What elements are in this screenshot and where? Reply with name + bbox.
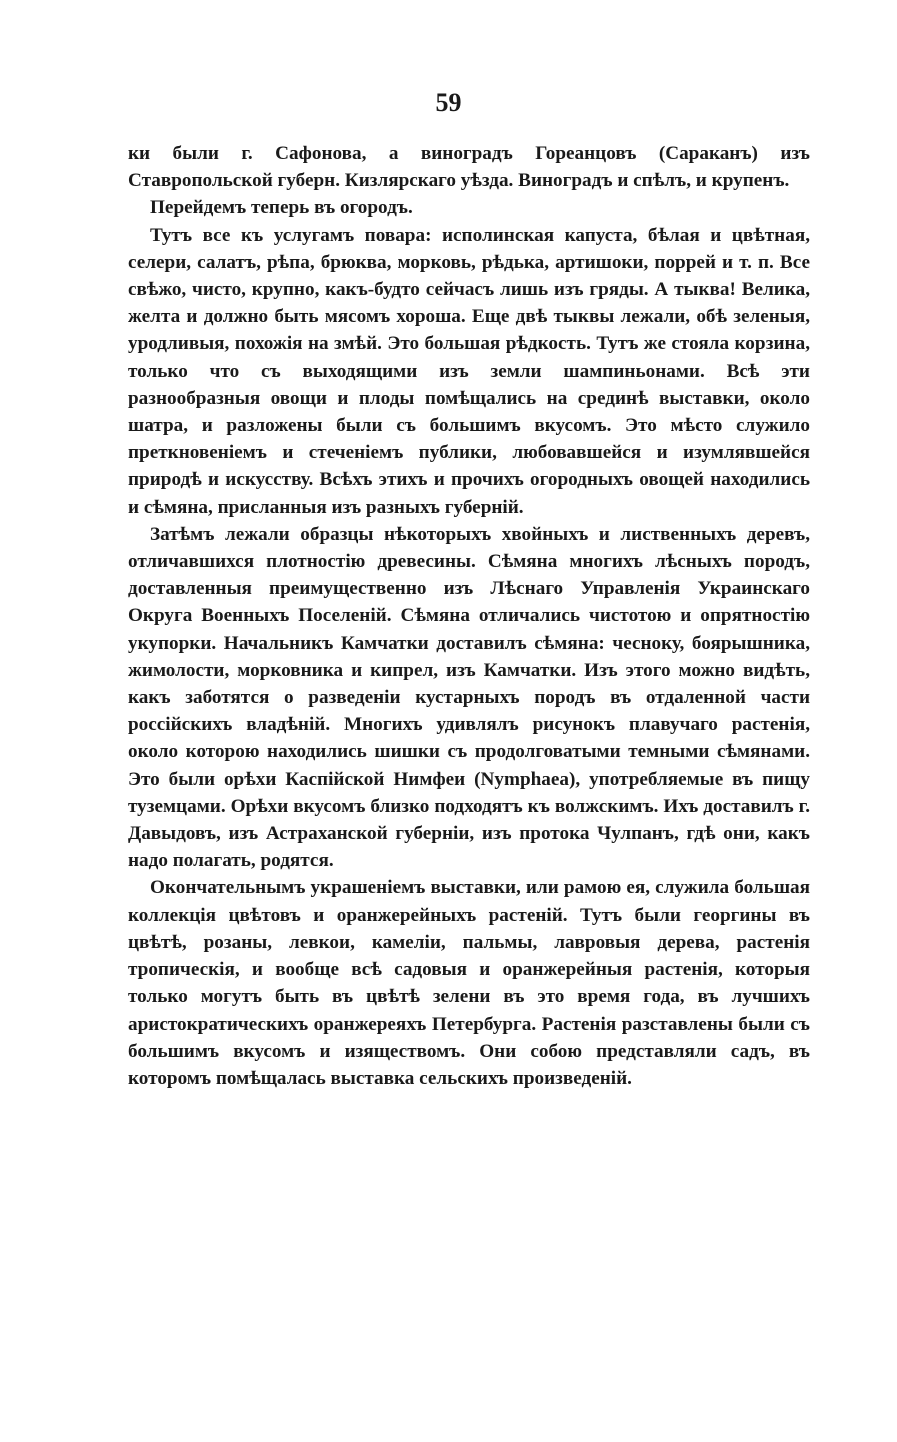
paragraph-2: Перейдемъ теперь въ огородъ.	[150, 197, 413, 219]
paragraph-4: Затѣмъ лежали образцы нѣкоторыхъ хвойныхъ и лиственныхъ деревъ, отличавшихся плотностію древесины. Сѣмяна многихъ лѣсныхъ породъ, доставленныя преимущественно изъ Лѣснаго Управленія Украинскаго Округа Военныхъ Поселеній. Сѣмяна отличались чистотою и опрятностію укупорки. Начальникъ Камчатки доставилъ сѣмяна: чесноку, боярышника, жимолости, морковника и кипрел, изъ Камчатки. Изъ этого можно видѣть, какъ заботятся о разведеніи кустарныхъ породъ въ отдаленной части россійскихъ владѣній. Многихъ удивлялъ рисунокъ плавучаго растенія, около которою находились шишки съ продолговатыми темными сѣмянами. Это были орѣхи Каспійской Нимфеи (Nymphaea), употребляемые въ пищу туземцами. Орѣхи вкусомъ близко подходятъ къ волжскимъ. Ихъ доставилъ г. Давыдовъ, изъ Астраханской губерніи, изъ протока Чулпанъ, гдѣ они, какъ надо полагать, родятся.	[128, 523, 810, 872]
paragraph-1: ки были г. Сафонова, а виноградъ Гореанцовъ (Сараканъ) изъ Ставропольской губерн. Кизлярскаго уѣзда. Виноградъ и спѣлъ, и крупенъ.	[128, 143, 810, 192]
page-number: 59	[435, 88, 462, 117]
paragraph-5: Окончательнымъ украшеніемъ выставки, или рамою ея, служила большая коллекція цвѣтовъ и оранжерейныхъ растеній. Тутъ были георгины въ цвѣтѣ, розаны, левкои, камеліи, пальмы, лавровыя дерева, растенія тропическія, и вообще всѣ садовыя и оранжерейныя растенія, которыя только могутъ быть въ цвѣтѣ зелени въ это время года, въ лучшихъ аристократическихъ оранжереяхъ Петербурга. Растенія разставлены были съ большимъ вкусомъ и изяществомъ. Они собою представляли садъ, въ которомъ помѣщалась выставка сельскихъ произведеній.	[128, 877, 810, 1089]
paragraph-3: Тутъ все къ услугамъ повара: исполинская капуста, бѣлая и цвѣтная, селери, салатъ, рѣпа, брюква, морковь, рѣдька, артишоки, поррей и т. п. Все свѣжо, чисто, крупно, какъ-будто сейчасъ лишь изъ гряды. А тыква! Велика, желта и должно быть мясомъ хороша. Еще двѣ тыквы лежали, обѣ зеленыя, уродливыя, похожія на змѣй. Это большая рѣдкость. Тутъ же стояла корзина, только что съ выходящими изъ земли шампиньонами. Всѣ эти разнообразныя овощи и плоды помѣщались на срединѣ выставки, около шатра, и разложены были съ большимъ вкусомъ. Это мѣсто служило преткновеніемъ и стеченіемъ публики, любовавшейся и изумлявшейся природѣ и искусству. Всѣхъ этихъ и прочихъ огородныхъ овощей находились и сѣмяна, присланныя изъ разныхъ губерній.	[128, 224, 810, 518]
body-text	[128, 140, 810, 1092]
